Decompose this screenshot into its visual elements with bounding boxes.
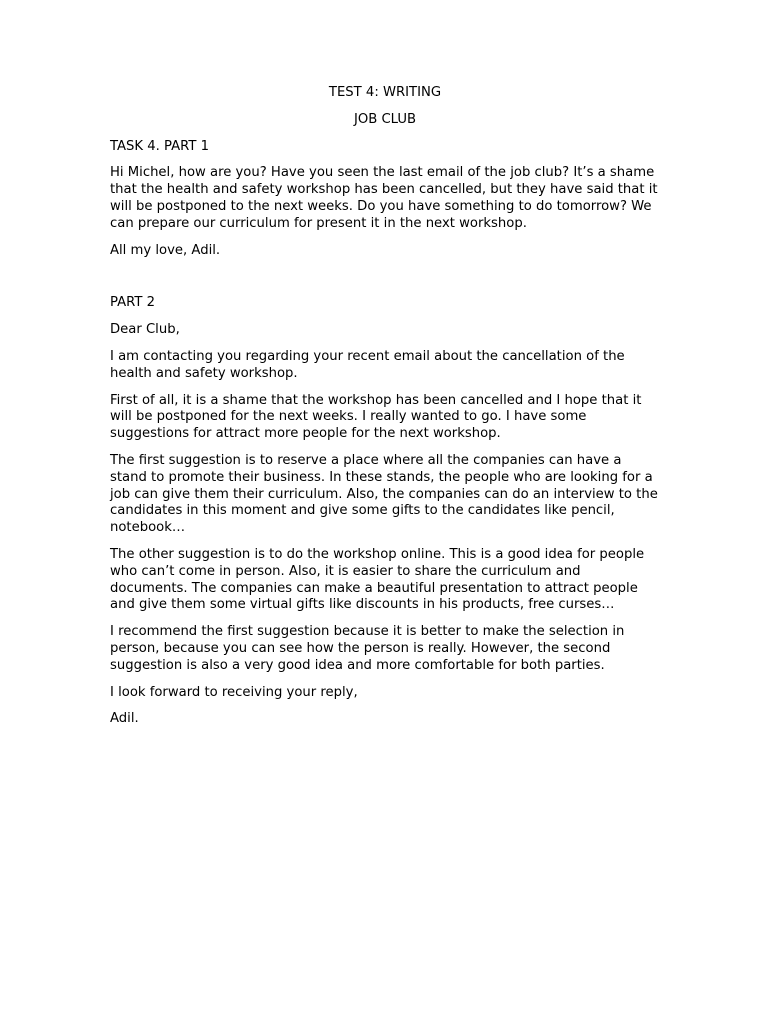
document-title: TEST 4: WRITING <box>328 85 442 100</box>
part2-heading: PART 2 <box>110 295 155 311</box>
part2-signature: Adil. <box>110 711 139 727</box>
part2-paragraph: The other suggestion is to do the workshop online. This is a good idea for people who can’t come in person. Also, it is easier to share the curriculum and documents. The companies can make a beautiful presentation to attract people and give them some virtual gifts like discounts in his products, free curses… <box>110 546 645 613</box>
document-subtitle: JOB CLUB <box>353 111 417 127</box>
part2-paragraph: The first suggestion is to reserve a place where all the companies can have a stand to promote their business. In these stands, the people who are looking for a job can give them their curriculum. Also, the companies can do an interview to the candidates in this moment and give some gifts to the candidates like pencil, notebook… <box>110 452 658 536</box>
part1-heading: TASK 4. PART 1 <box>110 138 210 154</box>
part2-paragraph: I recommend the first suggestion because it is better to make the selection in person, because you can see how the person is really. However, the second suggestion is also a very good idea and more comfortable for both parties. <box>110 624 625 673</box>
section-gap <box>110 269 660 295</box>
part1-signoff: All my love, Adil. <box>110 242 221 258</box>
document-page <box>110 85 660 738</box>
part2-closing: I look forward to receiving your reply, <box>110 684 358 700</box>
part2-greeting: Dear Club, <box>110 322 180 338</box>
part1-body: Hi Michel, how are you? Have you seen the last email of the job club? It’s a shame that the health and safety workshop has been cancelled, but they have said that it will be postponed to the next weeks. Do you have something to do tomorrow? We can prepare our curriculum for present it in the next workshop. <box>110 165 658 231</box>
part2-paragraph: I am contacting you regarding your recent email about the cancellation of the health and safety workshop. <box>110 348 625 381</box>
part2-paragraph: First of all, it is a shame that the workshop has been cancelled and I hope that it will be postponed for the next weeks. I really wanted to go. I have some suggestions for attract more people for the next workshop. <box>110 392 642 442</box>
